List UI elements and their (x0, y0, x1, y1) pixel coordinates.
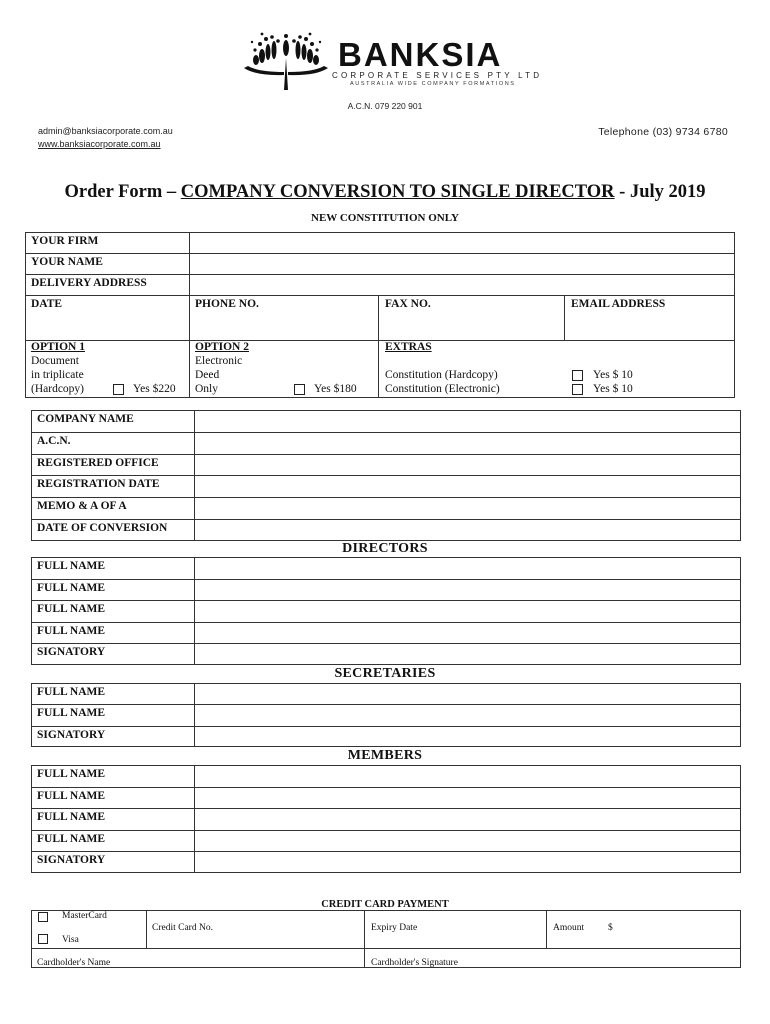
secretaries-row-label: FULL NAME (37, 707, 106, 720)
secretaries-row-label: FULL NAME (37, 686, 106, 698)
brand-name: BANKSIA (338, 36, 503, 73)
cardholder-name-label: Cardholder's Name (37, 958, 111, 968)
directors-row-field[interactable] (195, 601, 740, 621)
members-row-field[interactable] (195, 809, 740, 829)
your-firm-field[interactable] (190, 233, 734, 253)
option2-line2: Deed (195, 369, 220, 381)
brand-tagline: AUSTRALIA WIDE COMPANY FORMATIONS (350, 81, 516, 87)
delivery-address-field[interactable] (190, 275, 734, 295)
company-row-field[interactable] (195, 498, 740, 518)
option1-price: Yes $220 (133, 383, 176, 395)
secretaries-row-field[interactable] (195, 705, 740, 724)
secretaries-row-field[interactable] (195, 727, 740, 746)
directors-row-field[interactable] (195, 644, 740, 664)
extras-hardcopy-checkbox[interactable] (572, 370, 583, 381)
title-main: COMPANY CONVERSION TO SINGLE DIRECTOR (180, 182, 615, 202)
option2-title: OPTION 2 (195, 341, 249, 353)
cardholder-signature-label: Cardholder's Signature (371, 958, 458, 968)
credit-card-title: CREDIT CARD PAYMENT (321, 899, 449, 910)
extras-item-electronic: Constitution (Electronic) (385, 383, 500, 395)
option2-checkbox[interactable] (294, 384, 305, 395)
directors-row-field[interactable] (195, 580, 740, 600)
brand-subtitle: CORPORATE SERVICES PTY LTD (332, 71, 543, 80)
form-title (0, 182, 770, 203)
visa-label: Visa (62, 935, 79, 945)
secretaries-row-label: SIGNATORY (37, 728, 106, 741)
directors-row-label: FULL NAME (37, 581, 106, 594)
directors-row-label: FULL NAME (37, 624, 106, 637)
company-row-label: REGISTERED OFFICE (37, 456, 159, 469)
members-row-field[interactable] (195, 852, 740, 872)
contact-telephone: Telephone (03) 9734 6780 (598, 126, 728, 138)
company-row-label: MEMO & A OF A (37, 500, 127, 513)
option1-line1: Document (31, 355, 79, 367)
card-number-label: Credit Card No. (152, 923, 213, 933)
company-row-label: COMPANY NAME (37, 413, 134, 425)
option1-line2: in triplicate (31, 369, 84, 381)
members-heading: MEMBERS (347, 748, 423, 763)
title-suffix: - July 2019 (614, 182, 706, 202)
option2-price: Yes $180 (314, 383, 357, 395)
company-row-field[interactable] (195, 455, 740, 475)
directors-row-field[interactable] (195, 623, 740, 643)
members-row-label: FULL NAME (37, 768, 106, 780)
directors-row-label: FULL NAME (37, 560, 106, 572)
option1-title: OPTION 1 (31, 341, 85, 353)
option1-line3: (Hardcopy) (31, 383, 85, 395)
extras-item-hardcopy: Constitution (Hardcopy) (385, 369, 498, 381)
mastercard-label: MasterCard (62, 911, 107, 921)
amount-label: Amount (553, 923, 585, 933)
company-row-label: REGISTRATION DATE (37, 478, 160, 491)
extras-electronic-price: Yes $ 10 (593, 383, 633, 395)
mastercard-checkbox[interactable] (38, 912, 48, 922)
company-row-label: A.C.N. (37, 434, 71, 447)
banksia-logo (238, 32, 543, 90)
members-row-field[interactable] (195, 766, 740, 786)
amount-currency: $ (608, 923, 613, 933)
company-row-field[interactable] (195, 520, 740, 540)
expiry-date-label: Expiry Date (371, 923, 418, 933)
secretaries-row-field[interactable] (195, 684, 740, 703)
banksia-flower-icon (238, 32, 334, 90)
extras-hardcopy-price: Yes $ 10 (593, 369, 633, 381)
option1-checkbox[interactable] (113, 384, 124, 395)
directors-row-field[interactable] (195, 558, 740, 578)
company-row-field[interactable] (195, 411, 740, 431)
members-row-label: FULL NAME (37, 811, 106, 824)
contact-email[interactable]: admin@banksiacorporate.com.au (38, 126, 173, 136)
option2-line1: Electronic (195, 355, 243, 367)
title-prefix: Order Form – (64, 182, 181, 202)
contact-website[interactable]: www.banksiacorporate.com.au (38, 139, 161, 149)
delivery-address-label: DELIVERY ADDRESS (31, 277, 147, 289)
form-subtitle: NEW CONSTITUTION ONLY (311, 212, 459, 224)
members-row-label: SIGNATORY (37, 854, 106, 867)
your-firm-label: YOUR FIRM (31, 235, 99, 247)
secretaries-heading: SECRETARIES (334, 666, 436, 681)
members-row-field[interactable] (195, 831, 740, 851)
phone-label: PHONE NO. (195, 298, 259, 310)
date-label: DATE (31, 298, 63, 310)
fax-label: FAX NO. (385, 298, 431, 310)
company-acn: A.C.N. 079 220 901 (347, 101, 423, 111)
company-row-field[interactable] (195, 433, 740, 453)
company-row-field[interactable] (195, 476, 740, 496)
directors-row-label: FULL NAME (37, 603, 106, 616)
directors-heading: DIRECTORS (342, 541, 428, 556)
members-row-label: FULL NAME (37, 789, 106, 802)
visa-checkbox[interactable] (38, 934, 48, 944)
your-name-field[interactable] (190, 254, 734, 274)
directors-row-label: SIGNATORY (37, 646, 106, 659)
option2-line3: Only (195, 383, 218, 395)
members-row-label: FULL NAME (37, 832, 106, 845)
members-row-field[interactable] (195, 788, 740, 808)
extras-title: EXTRAS (385, 341, 432, 353)
your-name-label: YOUR NAME (31, 256, 103, 268)
extras-electronic-checkbox[interactable] (572, 384, 583, 395)
email-address-label: EMAIL ADDRESS (571, 298, 666, 310)
company-row-label: DATE OF CONVERSION (37, 522, 168, 534)
